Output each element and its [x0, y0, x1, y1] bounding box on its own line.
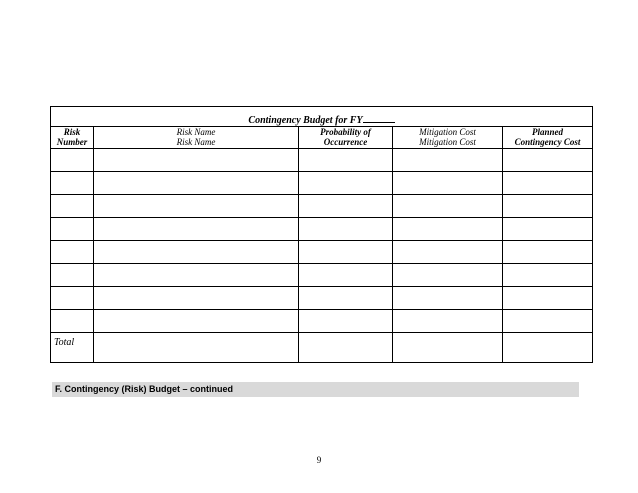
table-cell	[503, 149, 593, 172]
table-cell	[503, 195, 593, 218]
table-title-cell	[51, 107, 593, 127]
table-cell	[94, 218, 299, 241]
table-cell	[503, 287, 593, 310]
section-heading	[52, 382, 579, 397]
table-cell	[393, 310, 503, 333]
table-row	[51, 149, 593, 172]
table-cell	[51, 241, 94, 264]
table-cell	[299, 218, 393, 241]
table-cell	[94, 333, 299, 363]
table-cell	[393, 333, 503, 363]
table-title-row	[51, 107, 593, 127]
table-cell	[94, 172, 299, 195]
table-cell	[51, 287, 94, 310]
fiscal-year-blank	[363, 122, 395, 123]
table-row	[51, 287, 593, 310]
table-cell	[503, 172, 593, 195]
table-cell	[393, 218, 503, 241]
table-cell	[94, 195, 299, 218]
table-cell	[503, 310, 593, 333]
table-cell	[94, 287, 299, 310]
table-cell	[299, 172, 393, 195]
col-header-mitigation-cost: Mitigation Cost Mitigation Cost	[393, 127, 503, 149]
table-cell	[503, 218, 593, 241]
table-cell	[393, 287, 503, 310]
table-cell	[299, 264, 393, 287]
table-cell	[94, 149, 299, 172]
table-cell	[503, 333, 593, 363]
table-cell	[299, 149, 393, 172]
table-cell	[94, 264, 299, 287]
table-row	[51, 172, 593, 195]
col-header-probability: Probability of Occurrence	[299, 127, 393, 149]
table-cell	[393, 172, 503, 195]
table-row	[51, 218, 593, 241]
table-cell	[299, 195, 393, 218]
table-cell	[299, 287, 393, 310]
table-row	[51, 241, 593, 264]
table-cell	[393, 241, 503, 264]
total-label: Total	[51, 333, 94, 363]
table-cell	[94, 310, 299, 333]
section-heading-text: F. Contingency (Risk) Budget – continued	[55, 384, 234, 394]
contingency-budget-table	[50, 106, 593, 363]
page-number: 9	[316, 455, 322, 465]
table-cell	[299, 241, 393, 264]
table-cell	[94, 241, 299, 264]
table-body	[51, 149, 593, 333]
col-header-planned-contingency: Planned Contingency Cost	[503, 127, 593, 149]
table-cell	[393, 195, 503, 218]
table-title: Contingency Budget for FY	[248, 115, 394, 126]
table-cell	[503, 241, 593, 264]
table-cell	[393, 264, 503, 287]
table-cell	[51, 218, 94, 241]
table-cell	[299, 310, 393, 333]
table-row	[51, 310, 593, 333]
total-row	[51, 333, 593, 363]
column-header-row	[51, 127, 593, 149]
table-cell	[51, 195, 94, 218]
table-cell	[51, 172, 94, 195]
table-cell	[51, 264, 94, 287]
col-header-risk-number: Risk Number	[51, 127, 94, 149]
table-row	[51, 195, 593, 218]
table-cell	[51, 149, 94, 172]
table-cell	[393, 149, 503, 172]
table-cell	[299, 333, 393, 363]
col-header-risk-name: Risk Name Risk Name	[94, 127, 299, 149]
table-row	[51, 264, 593, 287]
table-cell	[503, 264, 593, 287]
table-cell	[51, 310, 94, 333]
